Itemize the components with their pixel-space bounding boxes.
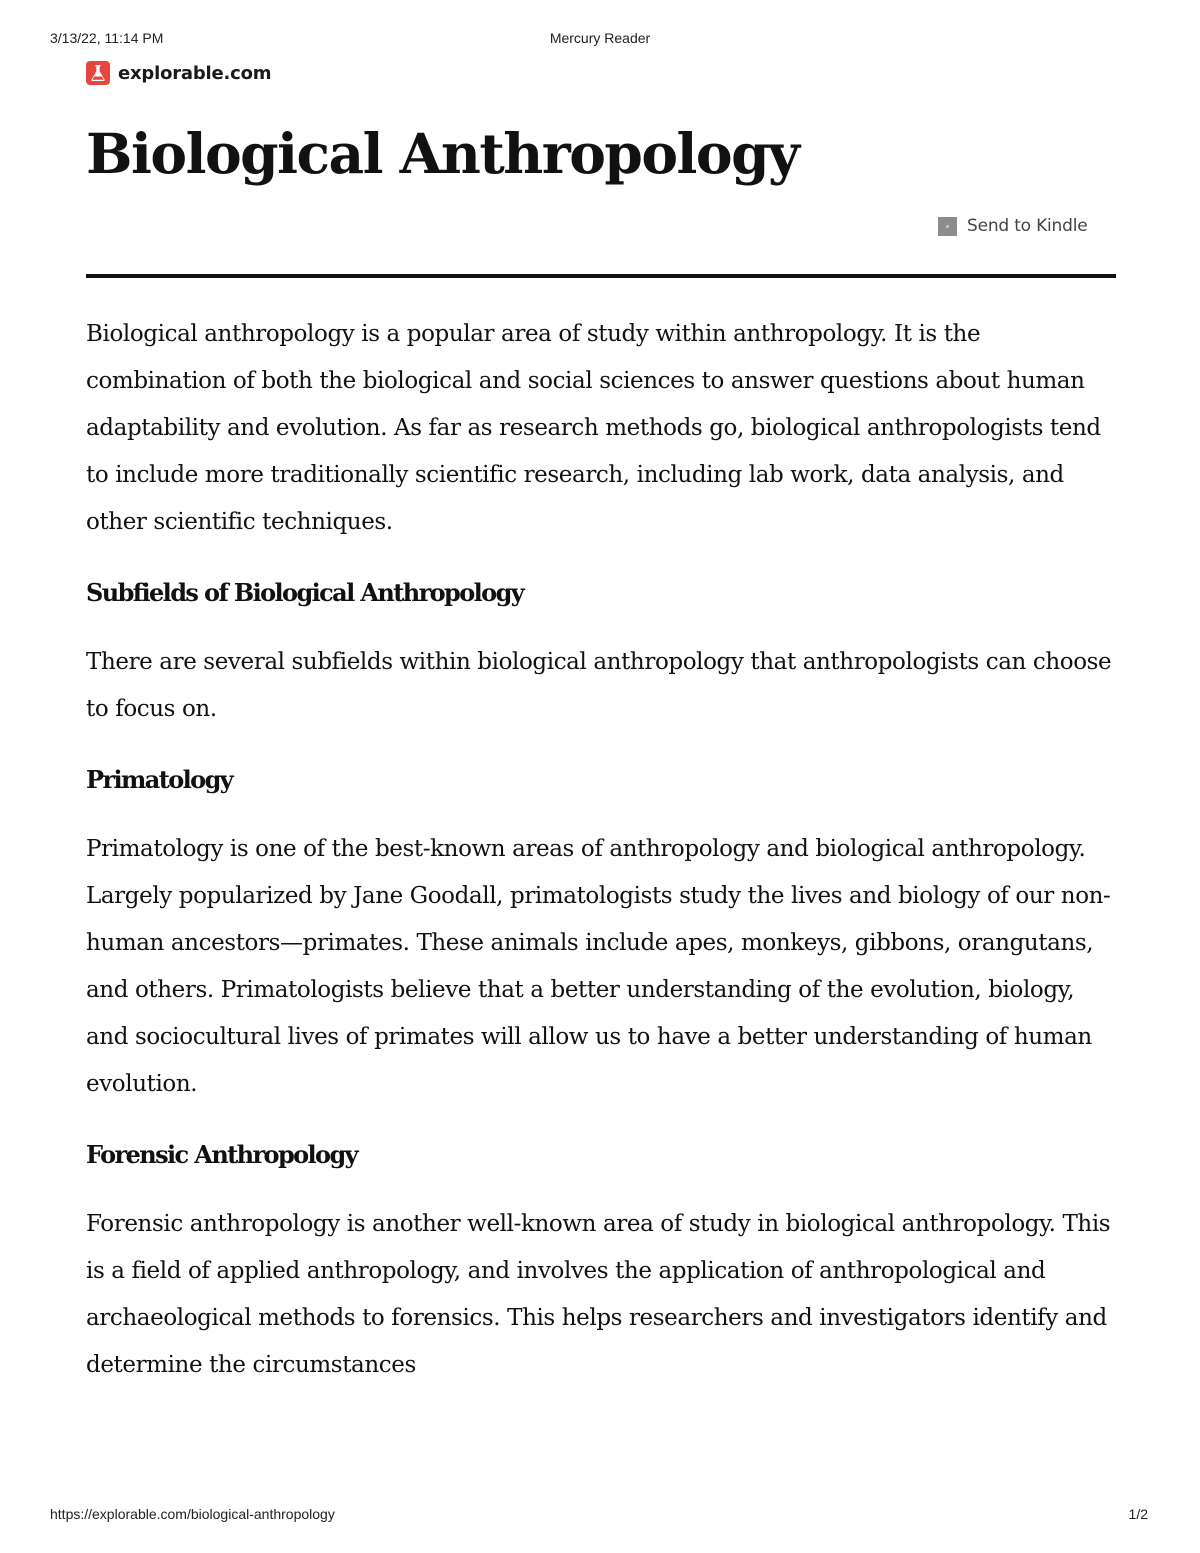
section-heading: Subfields of Biological Anthropology	[86, 578, 524, 607]
site-name: explorable.com	[118, 62, 272, 84]
title-divider	[86, 274, 1116, 278]
article-body	[86, 311, 1116, 1412]
article-paragraph: Biological anthropology is a popular area of study within anthropology. It is the combination of both the biological and social sciences to answer questions about human adaptability and evolution. As far as research methods go, biological anthropologists tend to include more traditionally scientific research, including lab work, data analysis, and other scientific techniques.	[86, 321, 1101, 535]
print-footer	[50, 1506, 1148, 1526]
send-to-kindle-label: Send to Kindle	[967, 216, 1088, 236]
print-app-title: Mercury Reader	[549, 30, 651, 46]
section-heading: Primatology	[86, 765, 233, 794]
print-url: https://explorable.com/biological-anthropology	[50, 1506, 335, 1522]
site-brand[interactable]	[86, 59, 271, 87]
article-title: Biological Anthropology	[86, 121, 799, 186]
kindle-icon	[938, 217, 957, 236]
article-paragraph: Forensic anthropology is another well-known area of study in biological anthropology. This is a field of applied anthropology, and involves the application of anthropological and archaeological methods to forensics. This helps researchers and investigators identify and determine the circumstances	[86, 1211, 1111, 1378]
send-to-kindle-button[interactable]	[938, 214, 1088, 238]
article-paragraph: There are several subfields within biological anthropology that anthropologists can choose to focus on.	[86, 649, 1112, 722]
explorable-flask-icon	[86, 61, 110, 85]
print-datetime: 3/13/22, 11:14 PM	[50, 30, 164, 46]
article-paragraph: Primatology is one of the best-known areas of anthropology and biological anthropology. Largely popularized by Jane Goodall, primatologists study the lives and biology of our non-human ancestors—primates. These animals include apes, monkeys, gibbons, orangutans, and others. Primatologists believe that a better understanding of the evolution, biology, and sociocultural lives of primates will allow us to have a better understanding of human evolution.	[86, 836, 1111, 1097]
print-header	[50, 30, 1150, 50]
section-heading: Forensic Anthropology	[86, 1140, 357, 1169]
page-number: 1/2	[1128, 1506, 1148, 1522]
